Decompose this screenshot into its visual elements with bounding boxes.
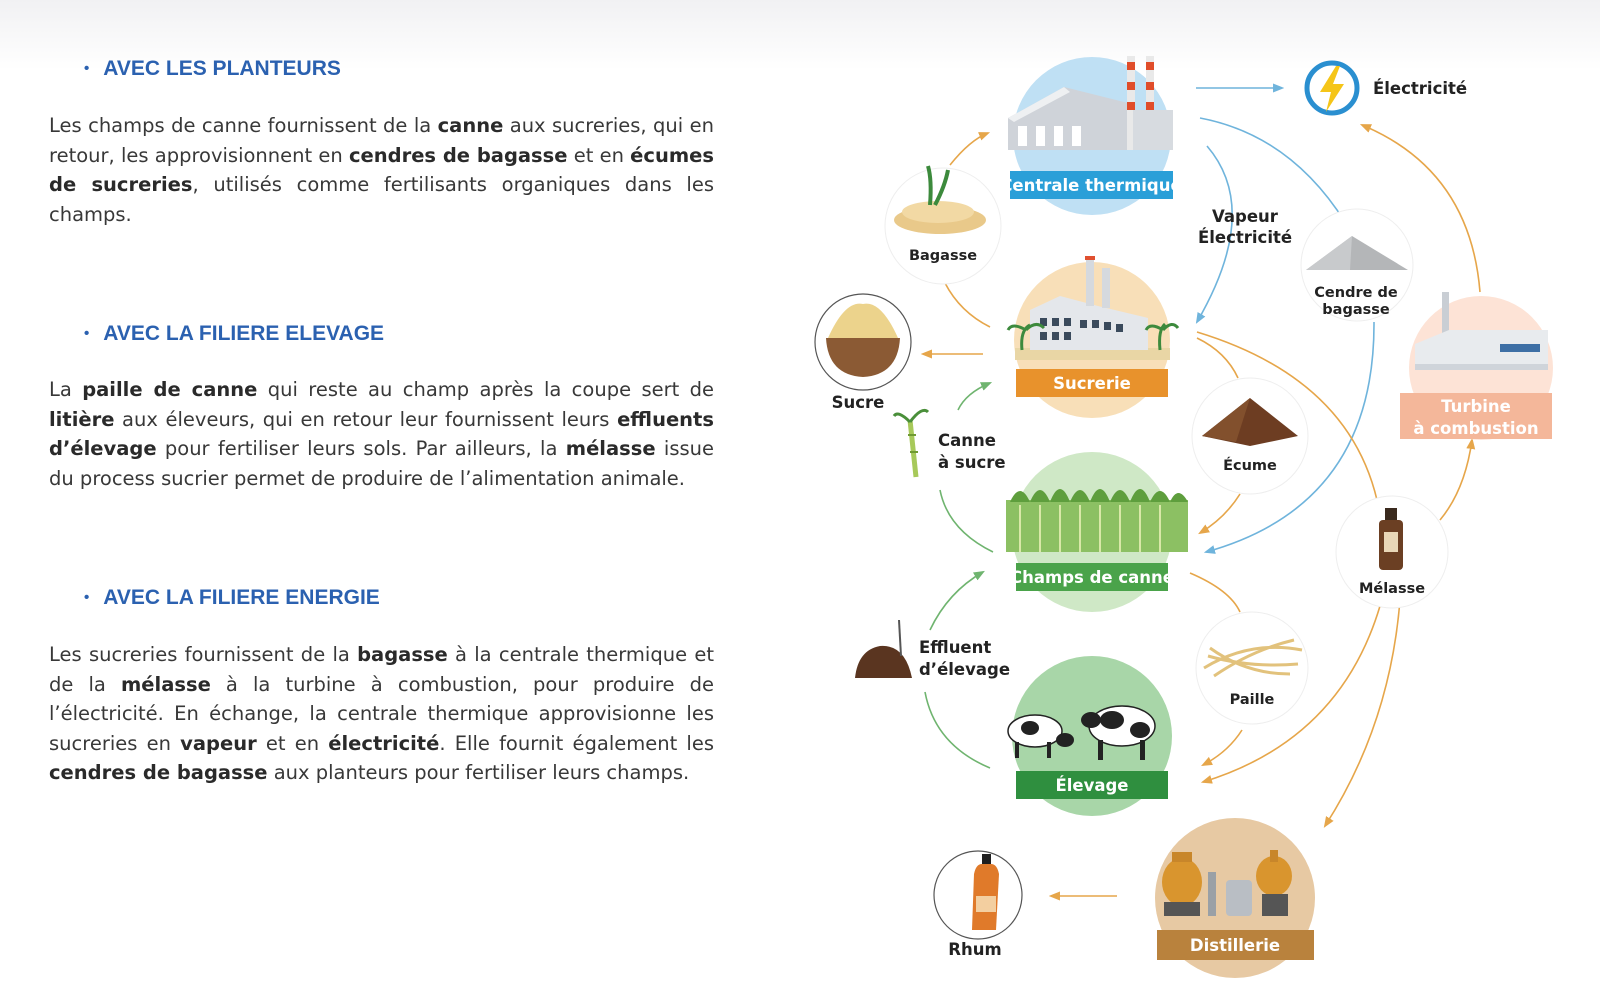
manure-pile-icon bbox=[855, 620, 912, 678]
text-run: La bbox=[49, 378, 83, 401]
text-run: à la centrale thermique et de la bbox=[49, 643, 714, 696]
flow-arrows bbox=[923, 88, 1480, 896]
label-distillerie: Distillerie bbox=[1189, 936, 1281, 955]
product-rhum bbox=[934, 851, 1022, 959]
label-effluent: Effluent bbox=[919, 638, 992, 657]
bold-term: paille de canne bbox=[82, 378, 258, 401]
arrow-canne-to-sucrerie bbox=[958, 383, 990, 410]
text-run: qui reste au champ après la coupe sert de bbox=[257, 378, 715, 401]
bold-term: électricité bbox=[328, 731, 440, 755]
bold-term: litière bbox=[49, 407, 115, 431]
sugarcane-field-icon bbox=[1006, 489, 1188, 552]
product-ecume bbox=[1192, 378, 1308, 494]
text-run: aux sucreries, qui en retour, les approvisionnent en bbox=[49, 114, 714, 167]
text-run: aux planteurs pour fertiliser leurs champs. bbox=[267, 761, 690, 785]
section-heading-energie: • AVEC LA FILIERE ENERGIE bbox=[84, 586, 380, 609]
bold-term: vapeur bbox=[180, 731, 257, 755]
bold-term: cendres de bagasse bbox=[348, 143, 568, 167]
text-run: aux éleveurs, qui en retour leur fournissent leurs bbox=[114, 407, 618, 431]
label-elevage: Élevage bbox=[1055, 776, 1129, 795]
label-vapeur-electricite: Électricité bbox=[1197, 228, 1293, 247]
hub-champs-de-canne bbox=[1006, 452, 1188, 612]
bold-term: mélasse bbox=[120, 672, 211, 696]
label-cendre-line1: Cendre de bbox=[1314, 285, 1398, 301]
bold-term: bagasse bbox=[357, 643, 448, 666]
text-run: issue du process sucrier permet de produire de l’alimentation animale. bbox=[49, 437, 714, 490]
label-turbine-line2: à combustion bbox=[1413, 419, 1539, 438]
product-vapeur-electricite bbox=[1198, 207, 1292, 247]
bold-term: écumes de sucreries bbox=[49, 143, 714, 197]
bullet-icon: • bbox=[84, 589, 90, 606]
text-run: Les champs de canne fournissent de la bbox=[49, 114, 438, 137]
product-sucre bbox=[815, 294, 911, 412]
bullet-icon: • bbox=[84, 60, 90, 77]
label-champs-de-canne: Champs de canne bbox=[1010, 568, 1174, 587]
hub-distillerie bbox=[1155, 818, 1315, 978]
label-centrale-thermique: Centrale thermique bbox=[1000, 176, 1182, 195]
section-heading-planteurs: • AVEC LES PLANTEURS bbox=[84, 57, 341, 80]
bold-term: cendres de bagasse bbox=[49, 761, 268, 785]
arrow-champs-to-paille bbox=[1190, 573, 1240, 612]
bold-term: effluents d’élevage bbox=[49, 407, 714, 461]
label-paille: Paille bbox=[1229, 692, 1275, 708]
product-electricite bbox=[1307, 63, 1467, 113]
product-melasse bbox=[1336, 496, 1448, 608]
hub-sucrerie bbox=[1008, 256, 1178, 418]
label-bagasse: Bagasse bbox=[908, 248, 978, 264]
product-effluent-elevage bbox=[855, 620, 1010, 679]
product-bagasse bbox=[885, 166, 1001, 284]
text-run: pour fertiliser leurs sols. Par ailleurs, la bbox=[156, 437, 566, 461]
arrow-melasse-to-turbine bbox=[1440, 440, 1472, 520]
sugarcane-stalk-icon bbox=[894, 410, 928, 477]
hub-turbine-combustion bbox=[1400, 292, 1553, 440]
arrow-ecume-to-champs bbox=[1200, 494, 1240, 533]
arrow-melasse-to-distillerie bbox=[1325, 600, 1400, 826]
product-canne-a-sucre bbox=[894, 410, 1006, 477]
label-electricite: Électricité bbox=[1373, 79, 1468, 98]
text-run: , utilisés comme fertilisants organiques dans les champs. bbox=[49, 173, 714, 226]
arrow-paille-to-elevage bbox=[1203, 730, 1242, 765]
product-cendre-de-bagasse bbox=[1301, 209, 1413, 321]
label-cendre-line2: bagasse bbox=[1322, 302, 1390, 318]
arrow-sucrerie-to-bagasse bbox=[945, 283, 990, 327]
label-vapeur: Vapeur bbox=[1212, 207, 1278, 226]
arrow-bagasse-to-centrale bbox=[950, 133, 988, 165]
bold-term: mélasse bbox=[565, 437, 656, 461]
text-run: . Elle fournit également les bbox=[439, 731, 714, 755]
label-sucre: Sucre bbox=[831, 393, 885, 412]
label-d-elevage: d’élevage bbox=[919, 660, 1011, 679]
arrow-effluent-to-champs bbox=[930, 572, 983, 630]
label-ecume: Écume bbox=[1223, 458, 1277, 474]
hub-elevage bbox=[1008, 656, 1172, 816]
arrow-elevage-to-effluent bbox=[925, 692, 990, 768]
label-a-sucre: à sucre bbox=[938, 453, 1006, 472]
label-rhum: Rhum bbox=[948, 940, 1002, 959]
product-paille bbox=[1196, 612, 1308, 724]
hub-centrale-thermique bbox=[1000, 56, 1181, 215]
bullet-icon: • bbox=[84, 325, 90, 342]
text-run: et en bbox=[256, 731, 329, 755]
text-run: Les sucreries fournissent de la bbox=[49, 643, 358, 666]
label-melasse: Mélasse bbox=[1358, 581, 1426, 597]
text-run: à la turbine à combustion, pour produire de l’électricité. En échange, la centrale thermique approvisionne les sucreries en bbox=[49, 672, 714, 755]
section-heading-elevage: • AVEC LA FILIERE ELEVAGE bbox=[84, 322, 385, 345]
bold-term: canne bbox=[437, 114, 504, 137]
label-turbine-line1: Turbine bbox=[1441, 397, 1511, 416]
arrow-champs-to-canne bbox=[940, 490, 993, 552]
text-run: et en bbox=[567, 143, 631, 167]
label-canne: Canne bbox=[938, 431, 996, 450]
label-sucrerie: Sucrerie bbox=[1053, 374, 1131, 393]
